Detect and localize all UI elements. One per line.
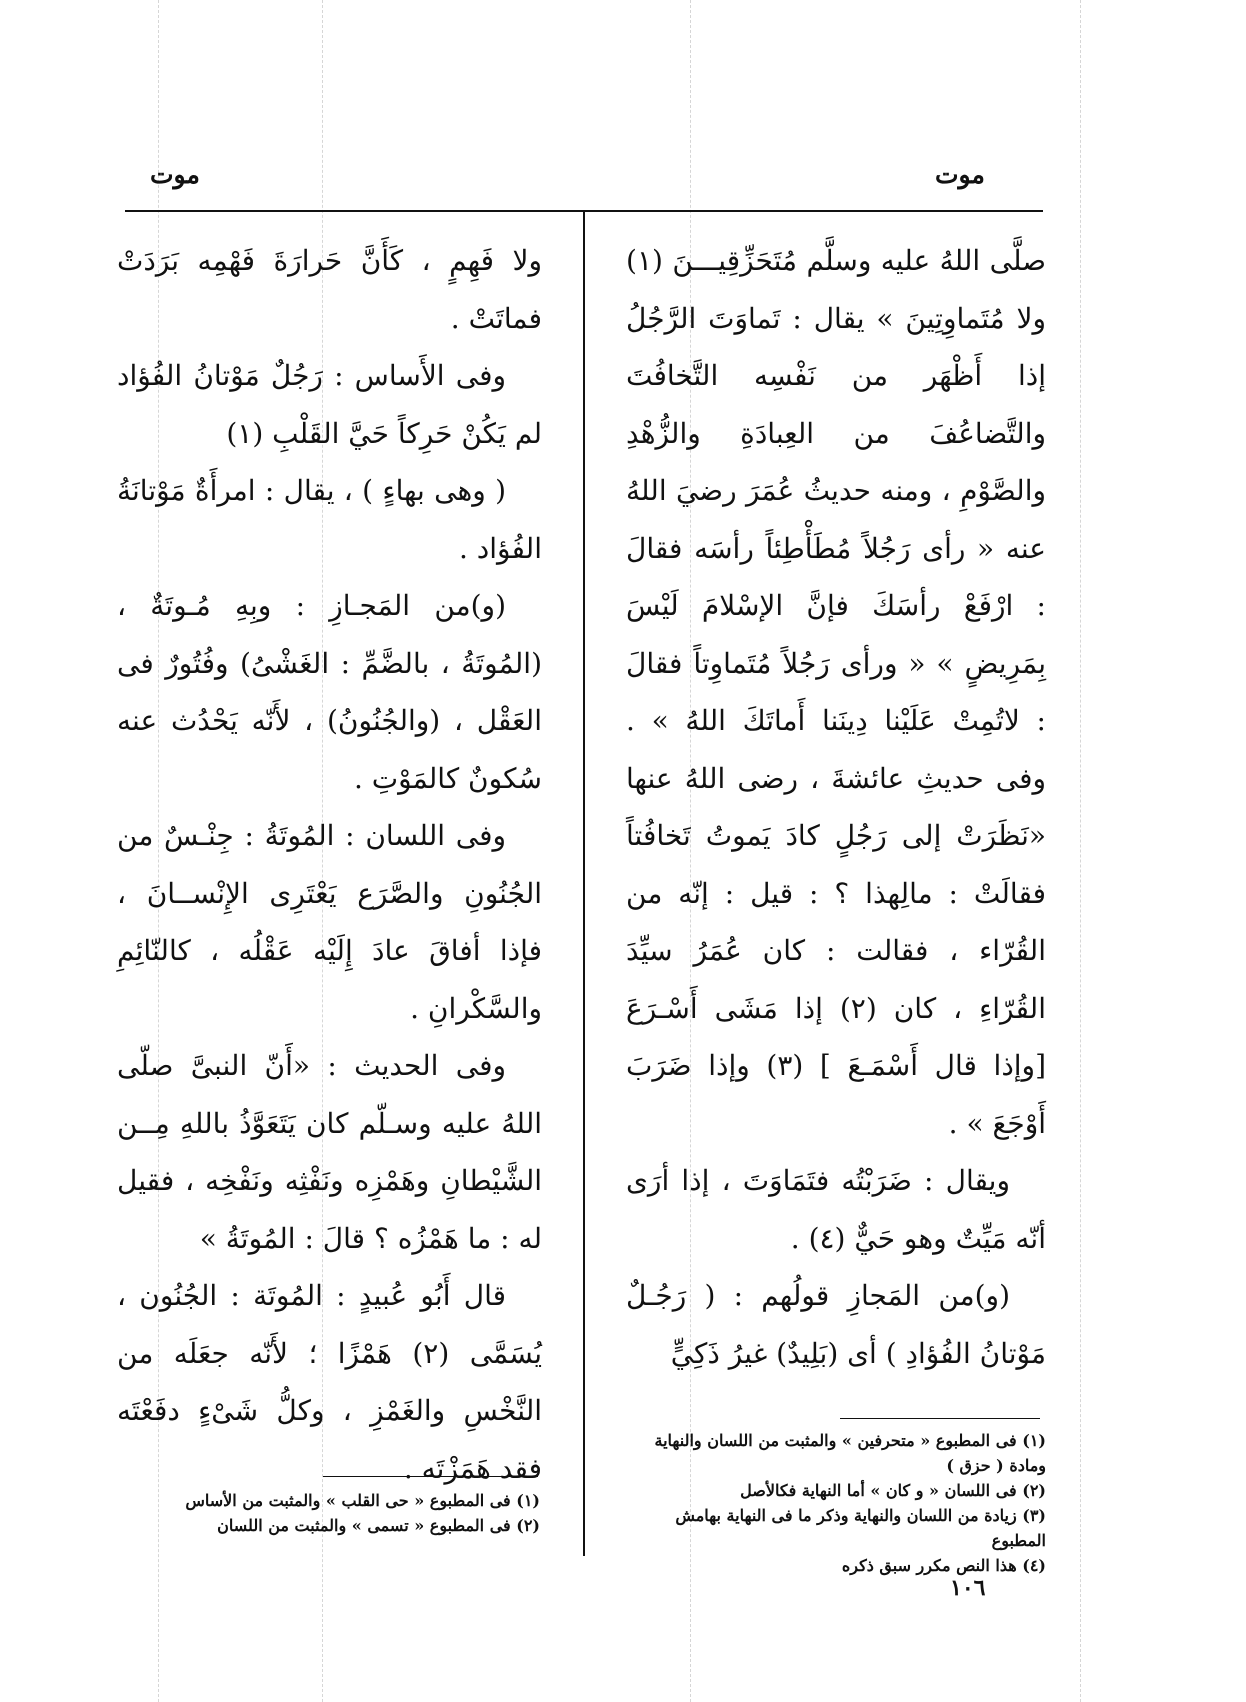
footnote: (٣) زيادة من اللسان والنهاية وذكر ما فى النهاية بهامش المطبوع [675,1506,1046,1550]
header-right-word: موت [935,160,985,189]
left-column [117,232,542,1497]
paragraph: وفى اللسان : المُوتَةُ : جِنْـسٌ من الجُنُونِ والصَّرَع يَعْتَرِى الإِنْســانَ ، فإذا أفاقَ عادَ إِلَيْه عَقْلُه ، كالنّائِمِ والسَّكْرانِ . [117,819,542,1025]
paragraph: (و)من المَجـازِ : وبِهِ مُـوتَةٌ ، (المُوتَةُ ، بالضَّمِّ : الغَشْىُ) وفُتُورٌ فى العَقْل ، (والجُنُونُ) ، لأَنّه يَحْدُث عنه سُكونٌ كالمَوْتِ . [117,589,542,795]
footnote: (١) فى المطبوع « حى القلب » والمثبت من الأساس [185,1491,540,1510]
paragraph: صلَّى اللهُ عليه وسلَّم مُتَحَزِّقِيـــنَ (١) ولا مُتَماوِتِينَ » يقال : تَماوَتَ الرَّجُلُ إذا أَظْهَر من نَفْسِه التَّخافُتَ والتَّضاعُفَ من العِبادَةِ والزُّهْدِ والصَّوْمِ ، ومنه حديثُ عُمَرَ رضيَ اللهُ عنه « رأى رَجُلاً مُطَأْطِئاً رأسَه فقالَ : ارْفَعْ رأسَكَ فإنَّ الإسْلامَ لَيْسَ بِمَرِيضٍ » « ورأى رَجُلاً مُتَماوِتاً فقالَ : لاتُمِتْ عَلَيْنا دِينَنا أَماتَكَ اللهُ » . وفى حديثِ عائشةَ ، رضى اللهُ عنها «نَظَرَتْ إلى رَجُلٍ كادَ يَموتُ تَخافُتاً فقالَتْ : مالِهذا ؟ : قيل : إنّه من القُرّاء ، فقالت : كان عُمَرُ سيِّدَ القُرّاءِ ، كان (٢) إذا مَشَى أَسْـرَعَ [وإذا قال أَسْمَـعَ ] (٣) وإذا ضَرَبَ أَوْجَعَ » . [626,244,1047,1140]
footnote: (٤) هذا النص مكرر سبق ذكره [841,1556,1046,1575]
scan-guide-line [1080,0,1081,1702]
header-left-word: موت [150,160,200,189]
paragraph: وفى الحديث : «أَنّ النبىَّ صلّى اللهُ عليه وسـلّم كان يَتَعَوَّذُ باللهِ مِــن الشَّيْطانِ وهَمْزِه ونَفْثِه ونَفْخِه ، فقيل له : ما هَمْزُه ؟ قالَ : المُوتَةُ » [117,1049,542,1255]
footnote: (٢) فى المطبوع « تسمى » والمثبت من اللسان [217,1516,540,1535]
paragraph: ويقال : ضَرَبْتُه فتَمَاوَتَ ، إذا أرَى أنّه مَيِّتٌ وهو حَيٌّ (٤) . [626,1164,1046,1255]
footnote: (٢) فى اللسان « و كان » أما النهاية فكالأصل [740,1481,1046,1500]
column-divider [583,212,585,1556]
paragraph: ولا فَهِمٍ ، كَأَنَّ حَرارَةَ فَهْمِه بَرَدَتْ فماتَتْ . [117,244,542,335]
footnote: (١) فى المطبوع « متحرفين » والمثبت من اللسان والنهاية ومادة ( حزق ) [654,1431,1046,1475]
right-footnotes [626,1428,1046,1578]
paragraph: وفى الأَساس : رَجُلٌ مَوْتانُ الفُؤاد لم يَكُنْ حَرِكاً حَيَّ القَلْبِ (١) [117,359,542,450]
left-footnotes [170,1488,540,1538]
paragraph: ( وهى بهاءٍ ) ، يقال : امرأَةٌ مَوْتانَةُ الفُؤاد . [117,474,542,565]
page-number: ١٠٦ [950,1575,986,1601]
footnote-rule [840,1418,1040,1419]
footnote-rule [323,1476,538,1477]
paragraph: (و)من المَجازِ قولُهم : ( رَجُـلٌ مَوْتانُ الفُؤادِ ) أى (بَلِيدٌ) غيرُ ذَكِيٍّ [626,1279,1046,1370]
right-column [626,232,1046,1382]
paragraph: قال أَبُو عُبيدٍ : المُوتَة : الجُنُون ، يُسَمَّى (٢) هَمْزًا ؛ لأَنّه جعَلَه من النَّخْسِ والغَمْزِ ، وكلُّ شَىْءٍ دفَعْتَه فقد هَمَزْتَه . [117,1279,542,1485]
